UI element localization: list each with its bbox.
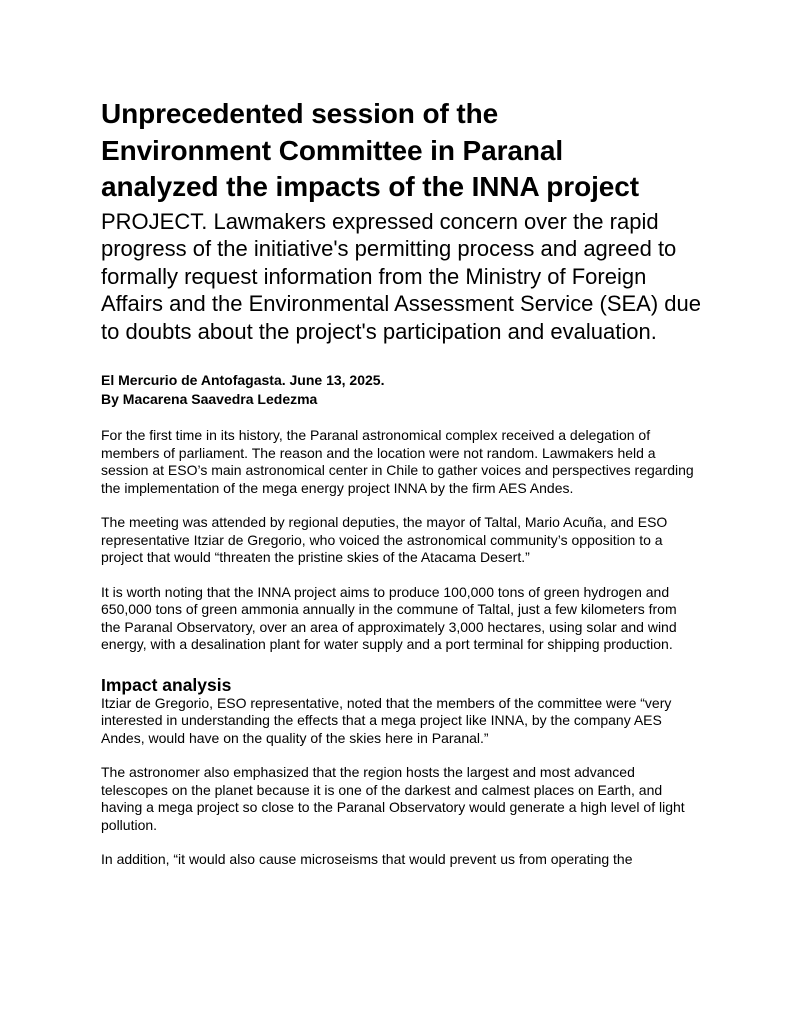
body-paragraph: Itziar de Gregorio, ESO representative, noted that the members of the committee were “very interested in understanding the effects that a mega project like INNA, by the company AES Andes, would have on the quality of the skies here in Paranal.” <box>101 694 672 746</box>
byline: By Macarena Saavedra Ledezma <box>101 391 318 407</box>
body-paragraph: In addition, “it would also cause microseisms that would prevent us from operating the <box>101 851 633 867</box>
article-meta <box>101 371 721 409</box>
body-paragraph: The astronomer also emphasized that the region hosts the largest and most advanced telescopes on the planet because it is one of the darkest and calmest places on Earth, and having a mega project so close to the Paranal Observatory would generate a high level of light pollution. <box>101 764 685 833</box>
section-heading: Impact analysis <box>101 674 232 695</box>
source-line: El Mercurio de Antofagasta. June 13, 2025. <box>101 372 385 388</box>
article-deck: PROJECT. Lawmakers expressed concern over the rapid progress of the initiative's permitting process and agreed to formally request information from the Ministry of Foreign Affairs and the Environmental Assessment Service (SEA) due to doubts about the project's participation and evaluation. <box>101 208 701 344</box>
article-headline: Unprecedented session of the Environment Committee in Paranal analyzed the impacts of the INNA project <box>101 98 639 202</box>
article <box>101 96 721 869</box>
body-paragraph: It is worth noting that the INNA project aims to produce 100,000 tons of green hydrogen and 650,000 tons of green ammonia annually in the commune of Taltal, just a few kilometers from the Paranal Observatory, over an area of approximately 3,000 hectares, using solar and wind energy, with a desalination plant for water supply and a port terminal for shipping production. <box>101 583 677 652</box>
body-paragraph: For the first time in its history, the Paranal astronomical complex received a delegation of members of parliament. The reason and the location were not random. Lawmakers held a session at ESO’s main astronomical center in Chile to gather voices and perspectives regarding the implementation of the mega energy project INNA by the firm AES Andes. <box>101 427 694 496</box>
body-paragraph: The meeting was attended by regional deputies, the mayor of Taltal, Mario Acuña, and ESO representative Itziar de Gregorio, who voiced the astronomical community’s opposition to a project that would “threaten the pristine skies of the Atacama Desert.” <box>101 514 668 565</box>
